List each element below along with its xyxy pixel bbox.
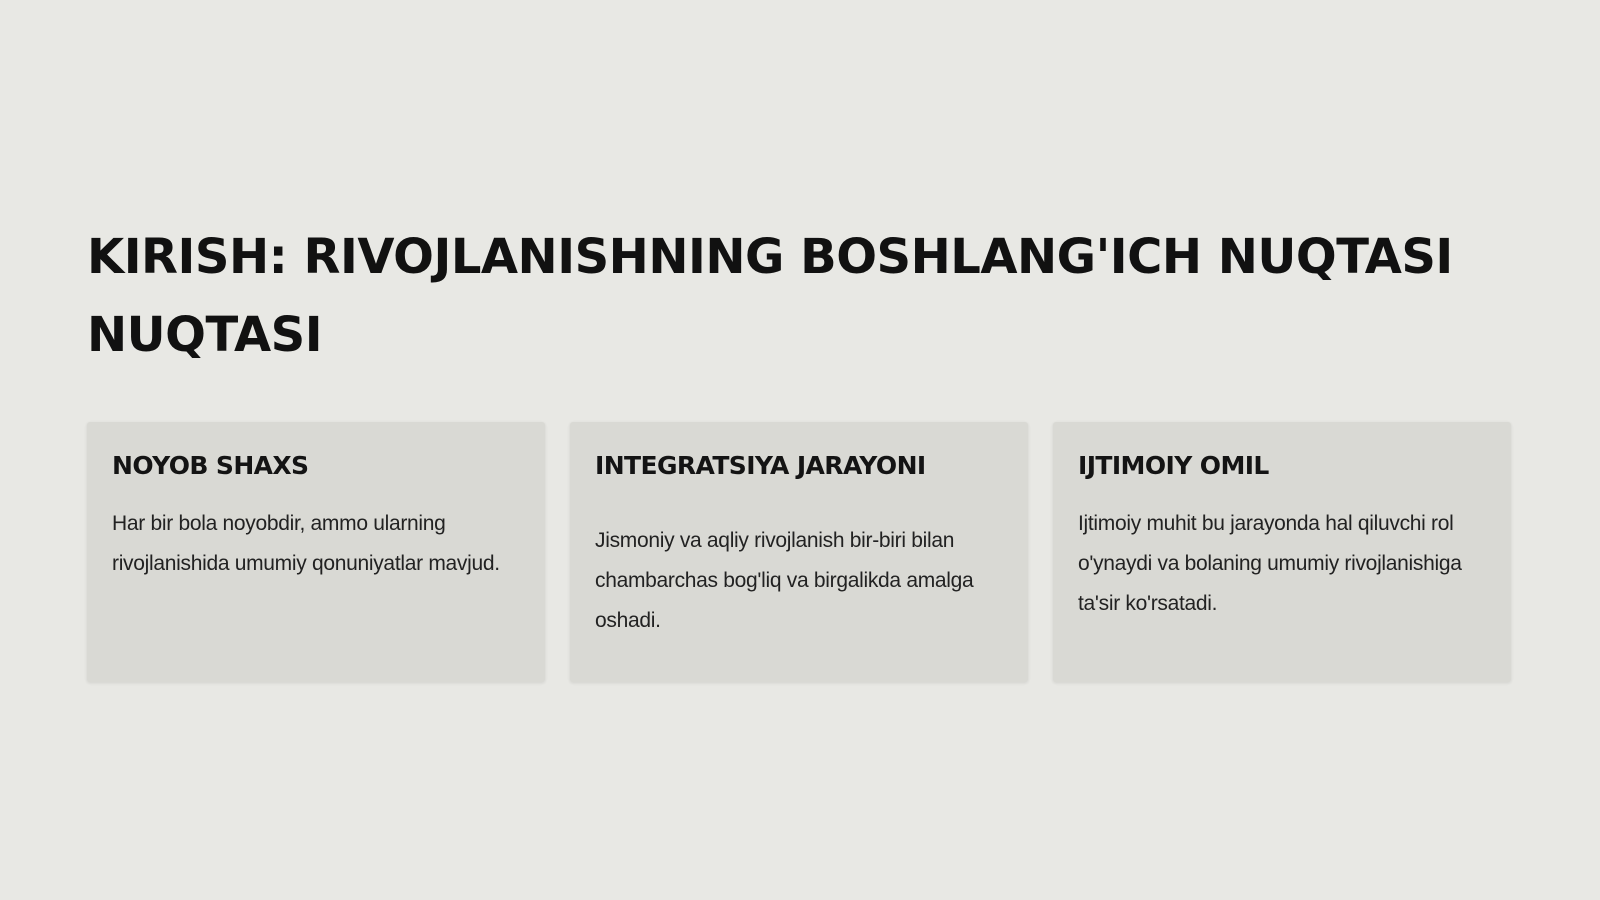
card-title: INTEGRATSIYA JARAYONI	[595, 451, 926, 480]
slide-title-line-1: KIRISH: RIVOJLANISHNING BOSHLANG'ICH NUQTASI	[87, 229, 1453, 285]
card-title: IJTIMOIY OMIL	[1078, 451, 1269, 480]
card-text: Har bir bola noyobdir, ammo ularning rivojlanishida umumiy qonuniyatlar mavjud.	[112, 512, 500, 575]
card-ijtimoiy-omil	[1053, 422, 1511, 682]
card-title: NOYOB SHAXS	[112, 451, 309, 480]
card-text: Ijtimoiy muhit bu jarayonda hal qiluvchi rol o'ynaydi va bolaning umumiy rivojlanishiga ta'sir ko'rsatadi.	[1078, 512, 1462, 615]
card-noyob-shaxs	[87, 422, 545, 682]
slide-title-line-2: NUQTASI	[87, 307, 323, 363]
card-row	[87, 422, 1511, 682]
card-text: Jismoniy va aqliy rivojlanish bir-biri bilan chambarchas bog'liq va birgalikda amalga oshadi.	[595, 529, 974, 632]
slide-title	[87, 218, 1527, 374]
card-integratsiya-jarayoni	[570, 422, 1028, 682]
